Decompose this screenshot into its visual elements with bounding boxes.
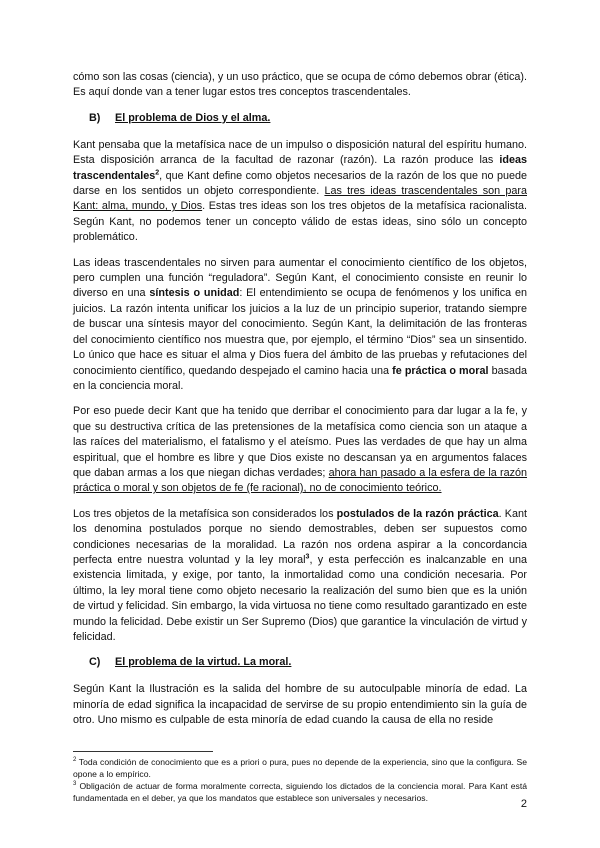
text-run: Las ideas trascendentales no sirven para aumentar el conocimiento científico de los objetos, pero cumplen una función “reguladora”. Según Kant, el conocimiento consiste en reunir lo diverso en una (73, 256, 527, 300)
footnote-number: 2 (73, 756, 77, 763)
text-run: basada en la conciencia moral. (73, 364, 528, 392)
intro-paragraph: cómo son las cosas (ciencia), y un uso práctico, que se ocupa de cómo debemos obrar (ética). Es aquí donde van a tener lugar estos tres conceptos trascendentales. (73, 71, 527, 99)
section-b-paragraph-4 (73, 507, 527, 646)
section-b-paragraph-2 (73, 256, 527, 395)
section-c-title: El problema de la virtud. La moral. (115, 656, 292, 669)
footnote-text: Obligación de actuar de forma moralmente correcta, siguiendo los dictados de la conciencia moral. Para Kant está fundamentada en el deber, ya que los mandatos que establece son universales y necesarios. (73, 780, 527, 803)
footnote-number: 3 (73, 780, 77, 787)
page-number: 2 (520, 798, 527, 810)
footnote-3 (73, 780, 527, 804)
underlined-three-ideas: Las tres ideas trascendentales son para Kant: alma, mundo, y Dios (73, 185, 527, 213)
underlined-razon-practica: ahora han pasado a la esfera de la razón práctica o moral y son objetos de fe (fe racional), no de conocimiento teórico. (73, 466, 528, 495)
text-run: : El entendimiento se ocupa de fenómenos y los unifica en juicios. La razón intenta unificar los juicios a la luz de un principio superior, tratando siempre de buscar una síntesis mayor del conocimiento. Según Kant, la delimitación de las fronteras del conocimiento científico nos muestra que, por ejemplo, el término “Dios” sea un sinsentido. Lo único que hace es situar el alma y Dios fuera del ámbito de las pruebas y refutaciones del conocimiento científico, quedando despejado el camino hacia una (73, 287, 527, 377)
footnote-ref-3: 3 (305, 553, 310, 561)
bold-term-ideas-trascendentales: ideas trascendentales (73, 154, 527, 182)
section-b-paragraph-1 (73, 138, 527, 246)
text-run: Los tres objetos de la metafísica son considerados los (73, 507, 337, 520)
section-c-paragraph-1: Según Kant la Ilustración es la salida del hombre de su autoculpable minoría de edad. La minoría de edad significa la incapacidad de servirse de su propio entendimiento sin la guía de otro. Uno mismo es culpable de esta minoría de edad cuando la causa de ella no reside (73, 683, 527, 727)
text-run: , que Kant define como objetos necesarios de la razón de los que no puede darse en los sentidos un objeto correspondiente. (73, 169, 527, 198)
section-b-title: El problema de Dios y el alma. (115, 111, 271, 124)
section-b-heading (89, 111, 527, 126)
text-run: . Kant los denomina postulados porque no siendo demostrables, deben ser supuestos como condiciones necesarias de la moralidad. La razón nos ordena aspirar a la concordancia perfecta entre nuestra voluntad y la ley moral (73, 507, 527, 566)
text-run: . Estas tres ideas son los tres objetos de la metafísica racionalista. Según Kant, no podemos tener un concepto válido de estas ideas, sino sólo un concepto problemático. (73, 200, 527, 244)
section-b-label: B) (89, 111, 101, 124)
bold-term-postulados: postulados de la razón práctica (336, 507, 499, 520)
section-b-paragraph-3 (73, 404, 527, 496)
footnote-divider (73, 751, 213, 752)
text-run: Por eso puede decir Kant que ha tenido que derribar el conocimiento para dar lugar a la fe, y que su destructiva crítica de las pretensiones de la metafísica como ciencia son un ataque a las raíces del materialismo, el fatalismo y el ateísmo. Pues las verdades de que hay un alma espiritual, que el hombre es libre y que Dios existe no descansan ya en argumentos falaces que daban armas a los que niegan dichas verdades; (73, 405, 527, 479)
text-run: Kant pensaba que la metafísica nace de un impulso o disposición natural del espíritu humano. Esta disposición arranca de la facultad de razonar (razón). La razón produce las (73, 138, 527, 167)
text-run: , y esta perfección es inalcanzable en una existencia limitada, y exige, por tanto, la inmortalidad como una condición necesaria. Por último, la ley moral tiene como objeto necesario la realización del sumo bien que es la unión de virtud y felicidad. Sin embargo, la vida virtuosa no tiene como resultado garantizado en este mundo la felicidad. Debe existir un Ser Supremo (Dios) que garantice la vinculación de virtud y felicidad. (73, 553, 527, 643)
footnote-2 (73, 756, 527, 780)
bold-term-fe-practica: fe práctica o moral (392, 364, 489, 377)
section-c-label: C) (89, 656, 101, 669)
section-c-heading (89, 655, 527, 670)
footnote-ref-2: 2 (155, 169, 160, 177)
bold-term-sintesis: síntesis o unidad (149, 287, 240, 300)
footnote-text: Toda condición de conocimiento que es a priori o pura, pues no depende de la experiencia, sino que la configura. Se opone a lo empírico. (73, 756, 527, 779)
